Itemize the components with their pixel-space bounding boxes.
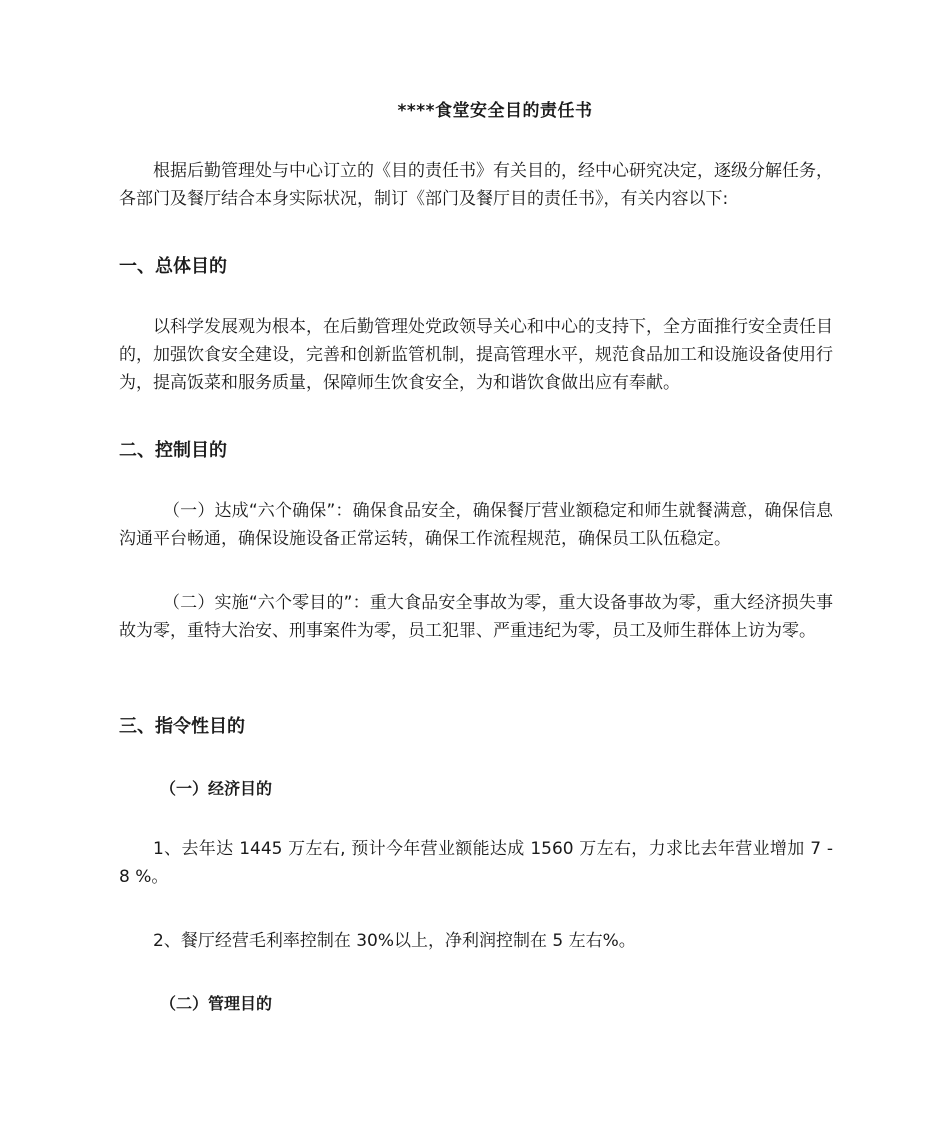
section3-heading: 三、指令性目的 [119,716,245,737]
document-title: ****食堂安全目的责任书 [397,101,593,121]
section2-item1: （一）达成“六个确保”：确保食品安全，确保餐厅营业额稳定和师生就餐满意，确保信息沟通平台畅通，确保设施设备正常运转，确保工作流程规范，确保员工队伍稳定。 [119,501,833,549]
section2-heading: 二、控制目的 [119,440,227,461]
intro-paragraph: 根据后勤管理处与中心订立的《目的责任书》有关目的，经中心研究决定，逐级分解任务，各部门及餐厅结合本身实际状况，制订《部门及餐厅目的责任书》，有关内容以下: [119,161,833,209]
section3-sub2-heading: （二）管理目的 [160,994,273,1013]
section1-heading: 一、总体目的 [119,256,227,277]
section3-sub1-heading: （一）经济目的 [160,779,273,798]
section2-item2: （二）实施“六个零目的”：重大食品安全事故为零，重大设备事故为零，重大经济损失事故为零，重特大治安、刑事案件为零，员工犯罪、严重违纪为零，员工及师生群体上访为零。 [119,593,833,641]
section3-sub1-point1: 1、去年达 1445 万左右, 预计今年营业额能达成 1560 万左右，力求比去年营业增加 7 - 8 %。 [119,839,833,887]
section3-sub1-point2: 2、餐厅经营毛利率控制在 30%以上，净利润控制在 5 左右%。 [153,931,636,951]
section1-body: 以科学发展观为根本，在后勤管理处党政领导关心和中心的支持下，全方面推行安全责任目的，加强饮食安全建设，完善和创新监管机制，提高管理水平，规范食品加工和设施设备使用行为，提高饭菜和服务质量，保障师生饮食安全，为和谐饮食做出应有奉献。 [119,317,833,393]
